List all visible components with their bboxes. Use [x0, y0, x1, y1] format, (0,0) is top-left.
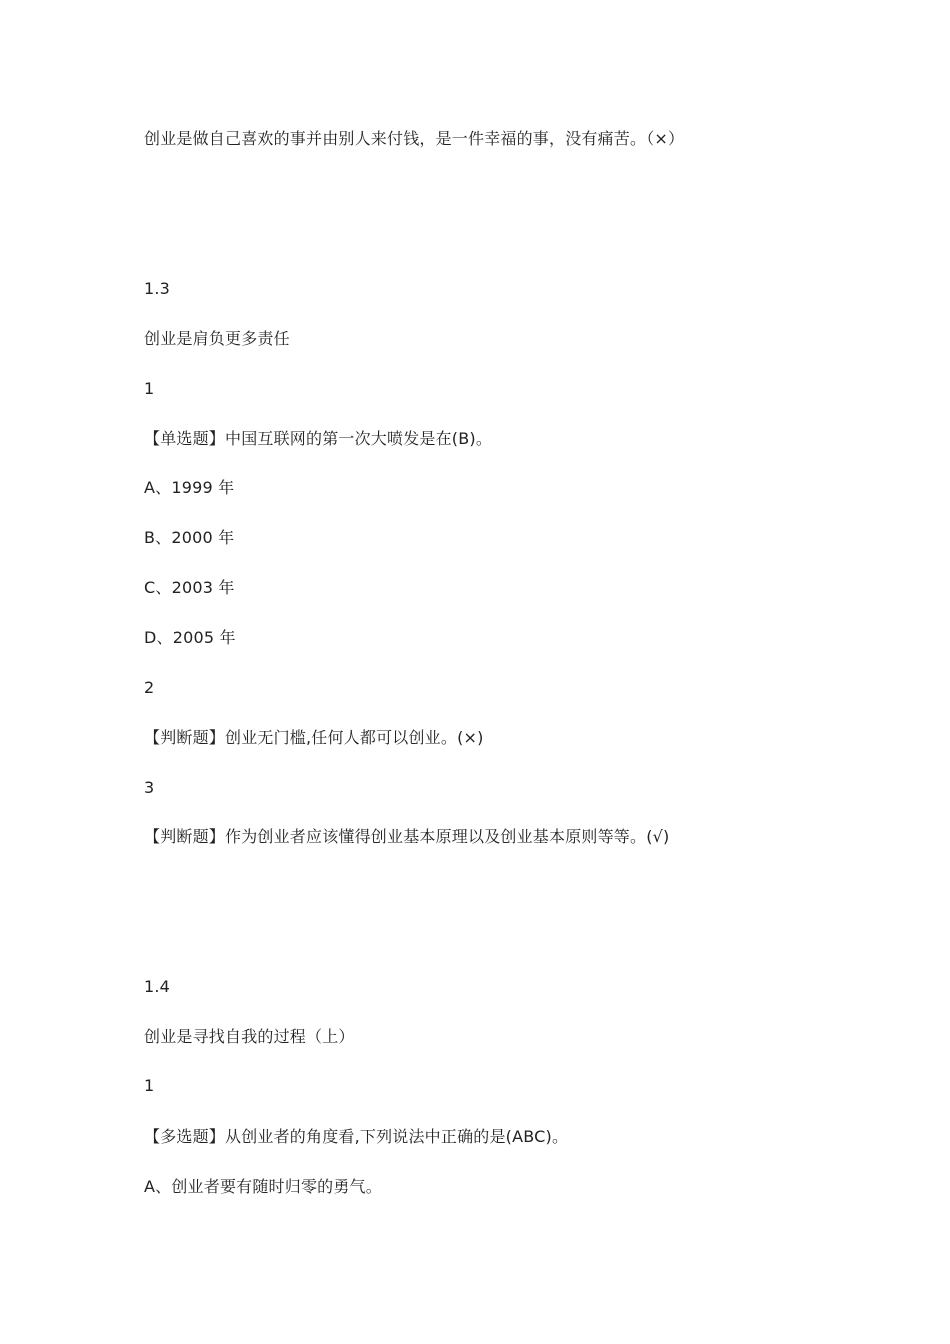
question-number: 3	[144, 778, 155, 797]
option-b: B、2000 年	[144, 528, 235, 547]
section-title: 创业是寻找自我的过程（上）	[144, 1027, 355, 1046]
option-a: A、1999 年	[144, 478, 235, 497]
question-number: 2	[144, 678, 155, 697]
question-text: 【判断题】作为创业者应该懂得创业基本原理以及创业基本原则等等。(√)	[144, 827, 670, 846]
question-number: 1	[144, 1076, 155, 1095]
question-text: 【单选题】中国互联网的第一次大喷发是在(B)。	[144, 429, 493, 448]
section-number: 1.4	[144, 977, 171, 996]
option-c: C、2003 年	[144, 578, 235, 597]
question-number: 1	[144, 379, 155, 398]
section-title: 创业是肩负更多责任	[144, 329, 290, 348]
option-a: A、创业者要有随时归零的勇气。	[144, 1177, 382, 1196]
statement-text: 创业是做自己喜欢的事并由别人来付钱，是一件幸福的事，没有痛苦。（×）	[144, 129, 685, 148]
question-text: 【多选题】从创业者的角度看,下列说法中正确的是(ABC)。	[144, 1127, 569, 1146]
question-text: 【判断题】创业无门槛,任何人都可以创业。(×)	[144, 728, 484, 747]
section-number: 1.3	[144, 279, 171, 298]
option-d: D、2005 年	[144, 628, 236, 647]
